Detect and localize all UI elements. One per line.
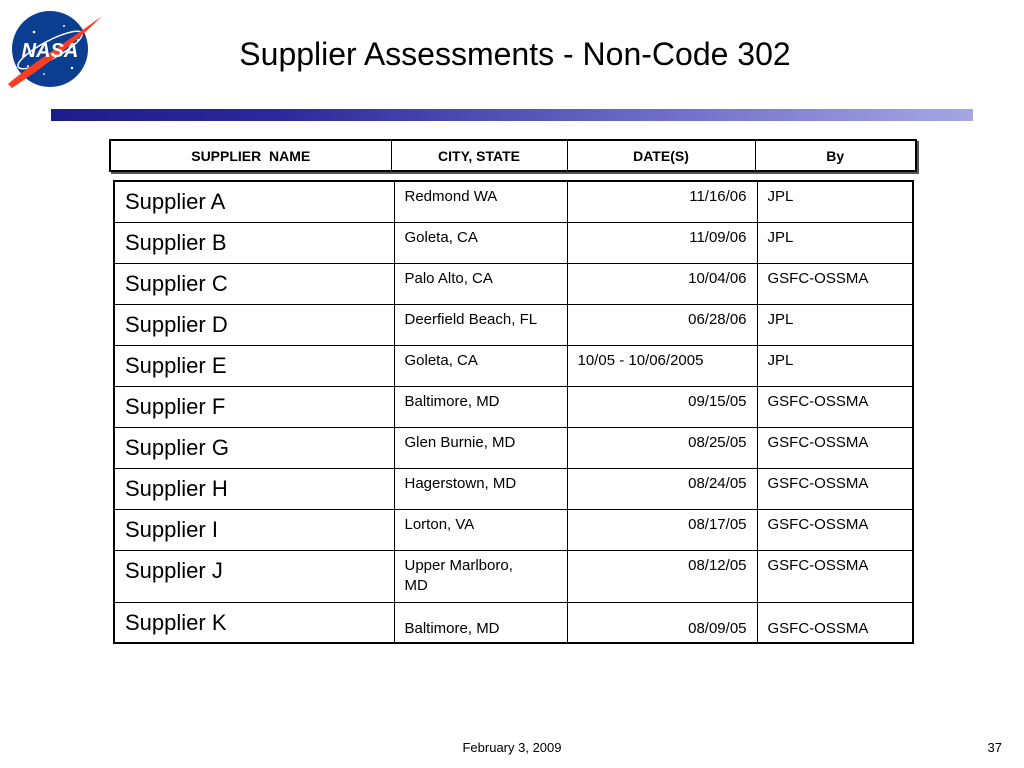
supplier-city-state: Glen Burnie, MD bbox=[394, 427, 567, 468]
supplier-city-state: Goleta, CA bbox=[394, 222, 567, 263]
supplier-dates: 08/17/05 bbox=[567, 509, 757, 550]
supplier-dates: 10/05 - 10/06/2005 bbox=[567, 345, 757, 386]
header-dates: DATE(S) bbox=[567, 140, 755, 171]
page-number: 37 bbox=[987, 740, 1002, 755]
header-by: By bbox=[755, 140, 916, 171]
table-row bbox=[114, 427, 913, 468]
supplier-name: Supplier D bbox=[114, 304, 394, 345]
supplier-name: Supplier B bbox=[114, 222, 394, 263]
nasa-logo bbox=[4, 4, 104, 90]
supplier-name: Supplier J bbox=[114, 550, 394, 602]
supplier-assessed-by: JPL bbox=[757, 304, 913, 345]
supplier-dates: 10/04/06 bbox=[567, 263, 757, 304]
title-underline-bar bbox=[51, 109, 973, 121]
supplier-assessed-by: JPL bbox=[757, 181, 913, 222]
supplier-city-state: Deerfield Beach, FL bbox=[394, 304, 567, 345]
supplier-city-state: Hagerstown, MD bbox=[394, 468, 567, 509]
table-row bbox=[114, 468, 913, 509]
supplier-dates: 08/09/05 bbox=[567, 602, 757, 643]
supplier-table bbox=[113, 180, 914, 644]
supplier-assessed-by: JPL bbox=[757, 222, 913, 263]
supplier-city-state: Redmond WA bbox=[394, 181, 567, 222]
table-row bbox=[114, 181, 913, 222]
supplier-assessed-by: GSFC-OSSMA bbox=[757, 550, 913, 602]
nasa-logo-text: NASA bbox=[21, 40, 79, 62]
supplier-city-state: Palo Alto, CA bbox=[394, 263, 567, 304]
supplier-dates: 09/15/05 bbox=[567, 386, 757, 427]
supplier-assessed-by: GSFC-OSSMA bbox=[757, 509, 913, 550]
supplier-city-state: Baltimore, MD bbox=[394, 602, 567, 643]
supplier-name: Supplier I bbox=[114, 509, 394, 550]
table-row bbox=[114, 304, 913, 345]
column-header-table bbox=[109, 139, 917, 172]
table-row bbox=[114, 263, 913, 304]
slide-title: Supplier Assessments - Non-Code 302 bbox=[239, 36, 791, 72]
table-row bbox=[114, 386, 913, 427]
footer-date: February 3, 2009 bbox=[462, 740, 562, 755]
supplier-assessed-by: GSFC-OSSMA bbox=[757, 427, 913, 468]
supplier-assessed-by: JPL bbox=[757, 345, 913, 386]
supplier-dates: 11/09/06 bbox=[567, 222, 757, 263]
header-supplier-name: SUPPLIER NAME bbox=[110, 140, 391, 171]
supplier-dates: 08/12/05 bbox=[567, 550, 757, 602]
supplier-dates: 08/25/05 bbox=[567, 427, 757, 468]
supplier-name: Supplier H bbox=[114, 468, 394, 509]
supplier-name: Supplier F bbox=[114, 386, 394, 427]
table-row bbox=[114, 602, 913, 643]
supplier-dates: 11/16/06 bbox=[567, 181, 757, 222]
supplier-city-state: Baltimore, MD bbox=[394, 386, 567, 427]
supplier-city-state: Upper Marlboro, MD bbox=[394, 550, 567, 602]
supplier-name: Supplier C bbox=[114, 263, 394, 304]
supplier-assessed-by: GSFC-OSSMA bbox=[757, 602, 913, 643]
supplier-dates: 06/28/06 bbox=[567, 304, 757, 345]
supplier-name: Supplier K bbox=[114, 602, 394, 643]
supplier-dates: 08/24/05 bbox=[567, 468, 757, 509]
supplier-name: Supplier A bbox=[114, 181, 394, 222]
supplier-name: Supplier G bbox=[114, 427, 394, 468]
header-row bbox=[110, 140, 916, 171]
supplier-name: Supplier E bbox=[114, 345, 394, 386]
supplier-assessed-by: GSFC-OSSMA bbox=[757, 386, 913, 427]
supplier-assessed-by: GSFC-OSSMA bbox=[757, 263, 913, 304]
supplier-assessed-by: GSFC-OSSMA bbox=[757, 468, 913, 509]
table-row bbox=[114, 550, 913, 602]
table-row bbox=[114, 345, 913, 386]
header-city-state: CITY, STATE bbox=[391, 140, 567, 171]
table-row bbox=[114, 222, 913, 263]
table-row bbox=[114, 509, 913, 550]
supplier-city-state: Goleta, CA bbox=[394, 345, 567, 386]
supplier-city-state: Lorton, VA bbox=[394, 509, 567, 550]
